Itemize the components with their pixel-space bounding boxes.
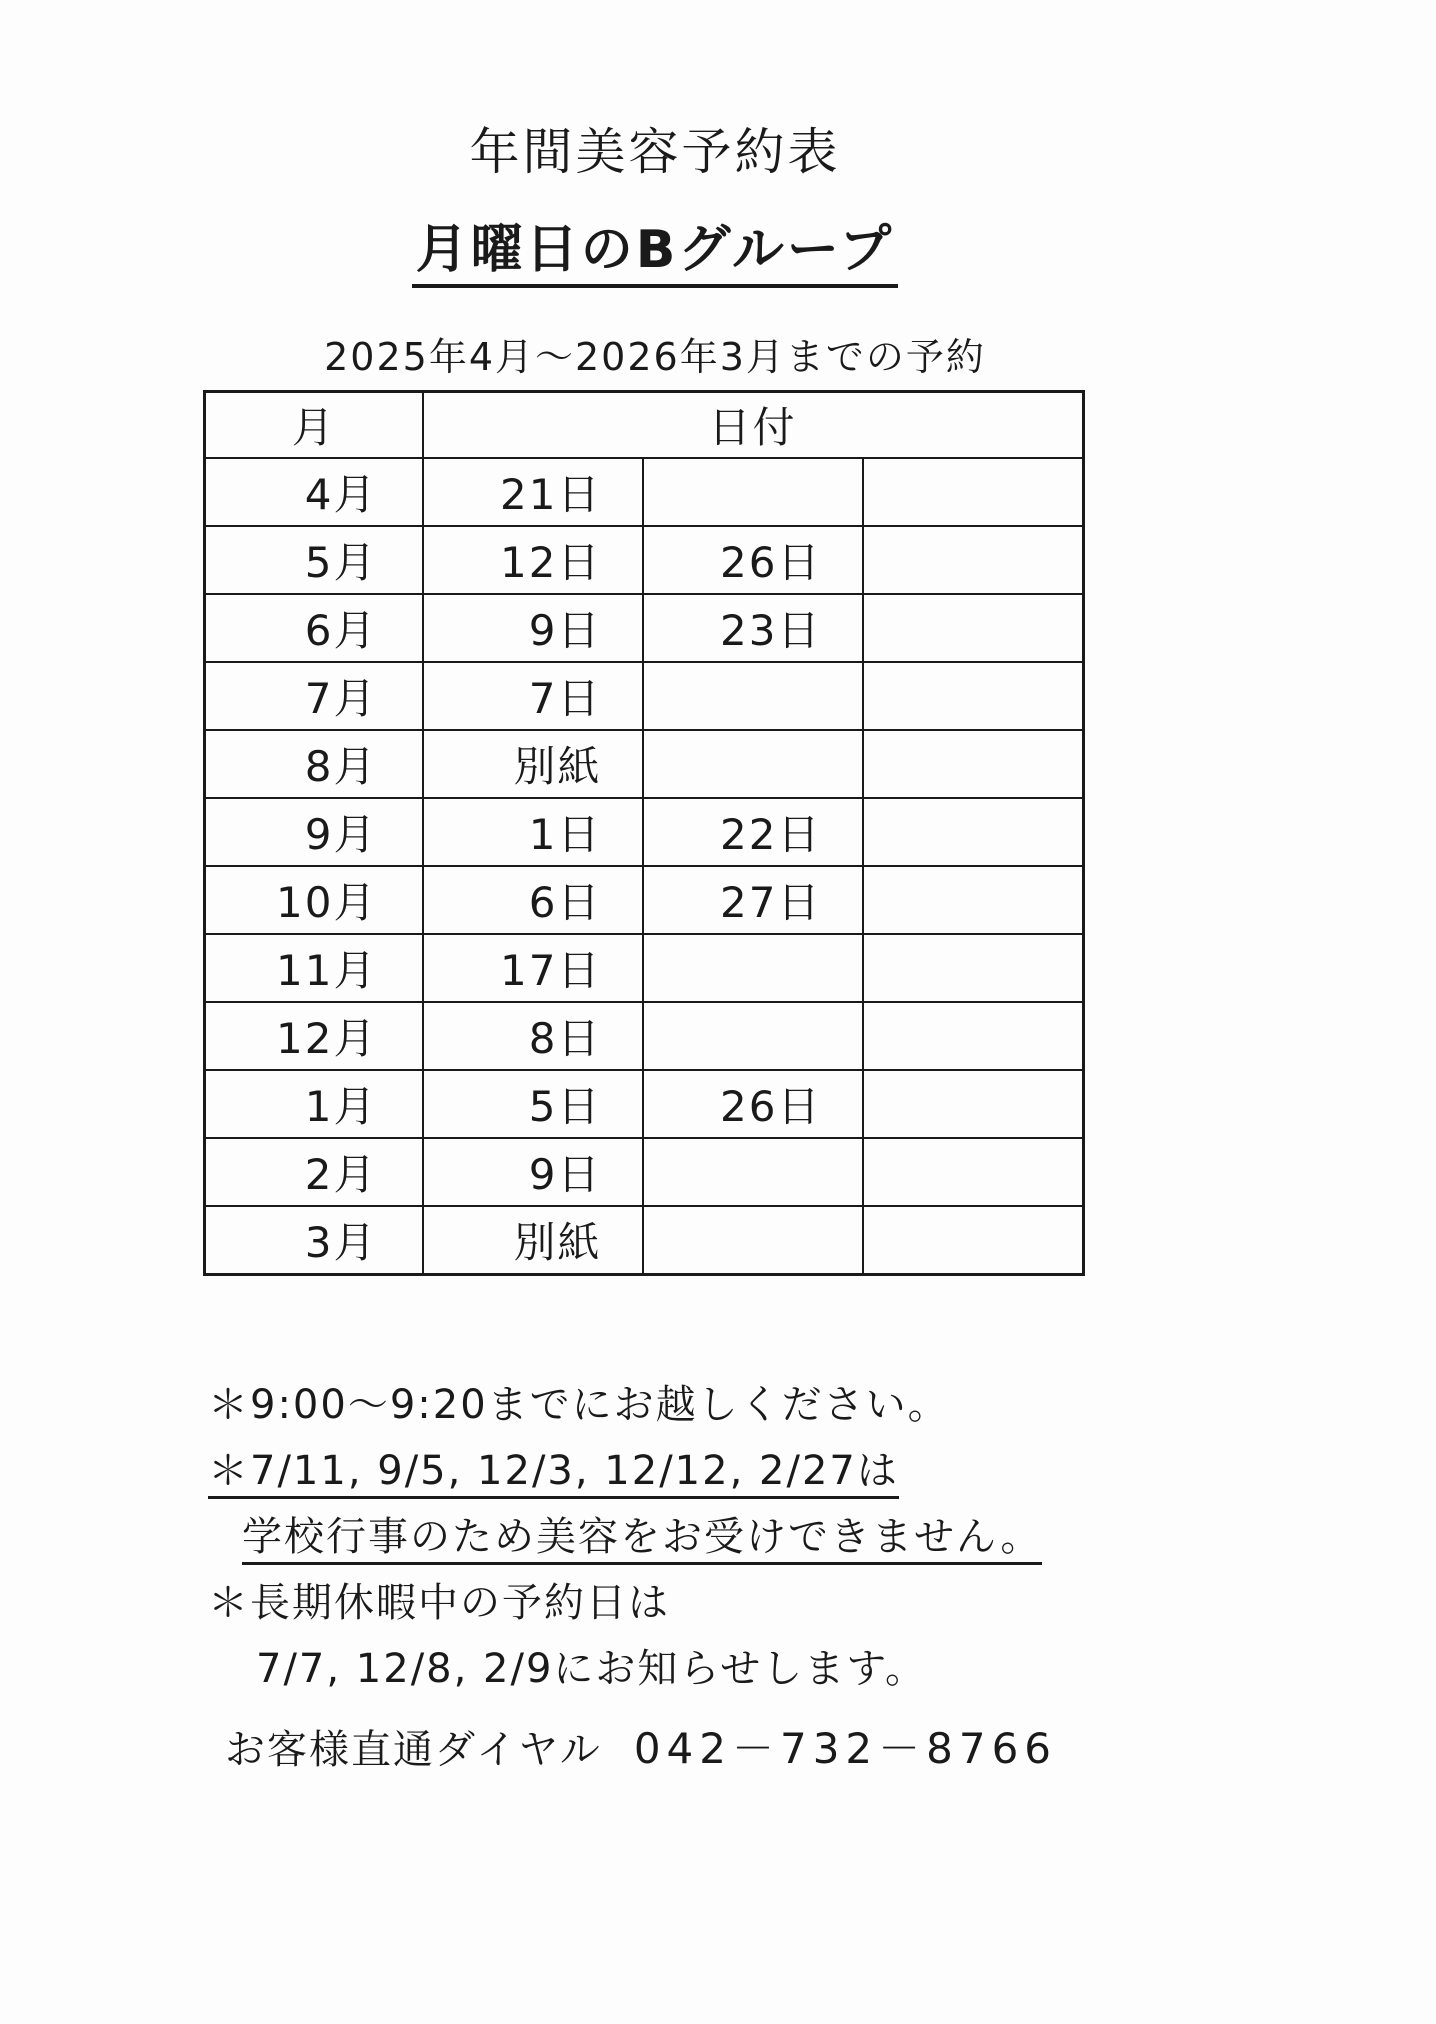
contact-phone: 042－732－8766	[633, 1724, 1058, 1773]
month-cell: 4月	[205, 458, 423, 526]
date-cell-2	[643, 1002, 863, 1070]
date-cell-3	[863, 594, 1084, 662]
date-cell-2	[643, 458, 863, 526]
table-row	[205, 1138, 1084, 1206]
document-title: 年間美容予約表	[469, 123, 841, 181]
date-cell-3	[863, 866, 1084, 934]
date-cell-1: 1日	[423, 798, 643, 866]
date-cell-3	[863, 934, 1084, 1002]
header-date: 日付	[423, 392, 1084, 459]
date-cell-1: 5日	[423, 1070, 643, 1138]
month-cell: 2月	[205, 1138, 423, 1206]
month-cell: 7月	[205, 662, 423, 730]
date-cell-3	[863, 662, 1084, 730]
date-cell-3	[863, 1070, 1084, 1138]
contact-label: お客様直通ダイヤル	[225, 1727, 602, 1773]
date-cell-1: 7日	[423, 662, 643, 730]
table-row	[205, 1002, 1084, 1070]
header-month: 月	[205, 392, 423, 459]
date-cell-3	[863, 1206, 1084, 1275]
date-cell-2: 22日	[643, 798, 863, 866]
table-header-row	[205, 392, 1084, 459]
schedule-table	[203, 390, 1085, 1276]
table-row	[205, 730, 1084, 798]
month-cell: 9月	[205, 798, 423, 866]
month-cell: 12月	[205, 1002, 423, 1070]
date-cell-3	[863, 1138, 1084, 1206]
table-row	[205, 1070, 1084, 1138]
table-row	[205, 1206, 1084, 1275]
date-cell-2: 23日	[643, 594, 863, 662]
table-row	[205, 866, 1084, 934]
note-school-events-cont	[208, 1504, 1042, 1570]
date-cell-2	[643, 730, 863, 798]
date-cell-1: 8日	[423, 1002, 643, 1070]
date-cell-3	[863, 798, 1084, 866]
date-cell-1: 17日	[423, 934, 643, 1002]
date-cell-3	[863, 526, 1084, 594]
month-cell: 1月	[205, 1070, 423, 1138]
note-holiday-dates: 7/7, 12/8, 2/9にお知らせします。	[256, 1646, 928, 1692]
note-long-holiday: ＊長期休暇中の予約日は	[208, 1580, 670, 1626]
subtitle-container	[0, 218, 1310, 288]
date-cell-2: 27日	[643, 866, 863, 934]
group-subtitle: 月曜日のBグループ	[412, 218, 898, 288]
date-cell-2	[643, 662, 863, 730]
notes-section	[208, 1372, 1042, 1702]
month-cell: 5月	[205, 526, 423, 594]
date-cell-1: 9日	[423, 1138, 643, 1206]
month-cell: 3月	[205, 1206, 423, 1275]
date-cell-1: 別紙	[423, 1206, 643, 1275]
table-row	[205, 458, 1084, 526]
month-cell: 8月	[205, 730, 423, 798]
date-cell-1: 別紙	[423, 730, 643, 798]
table-row	[205, 526, 1084, 594]
date-cell-3	[863, 730, 1084, 798]
note-school-events	[208, 1438, 1042, 1504]
schedule-body	[205, 458, 1084, 1275]
note-arrival-time: ＊9:00～9:20までにお越しください。	[208, 1382, 950, 1428]
table-row	[205, 934, 1084, 1002]
month-cell: 10月	[205, 866, 423, 934]
date-cell-1: 6日	[423, 866, 643, 934]
table-row	[205, 798, 1084, 866]
contact-line	[225, 1716, 1057, 1776]
date-cell-1: 21日	[423, 458, 643, 526]
month-cell: 11月	[205, 934, 423, 1002]
date-cell-2	[643, 934, 863, 1002]
date-cell-2	[643, 1138, 863, 1206]
reservation-period: 2025年4月～2026年3月までの予約	[324, 335, 986, 379]
date-cell-2: 26日	[643, 526, 863, 594]
date-cell-1: 12日	[423, 526, 643, 594]
note-school-dates: ＊7/11, 9/5, 12/3, 12/12, 2/27は	[208, 1448, 899, 1499]
date-cell-1: 9日	[423, 594, 643, 662]
table-row	[205, 662, 1084, 730]
note-unavailable: 学校行事のため美容をお受けできません。	[242, 1514, 1042, 1565]
date-cell-3	[863, 458, 1084, 526]
date-cell-3	[863, 1002, 1084, 1070]
date-cell-2: 26日	[643, 1070, 863, 1138]
table-row	[205, 594, 1084, 662]
month-cell: 6月	[205, 594, 423, 662]
date-cell-2	[643, 1206, 863, 1275]
